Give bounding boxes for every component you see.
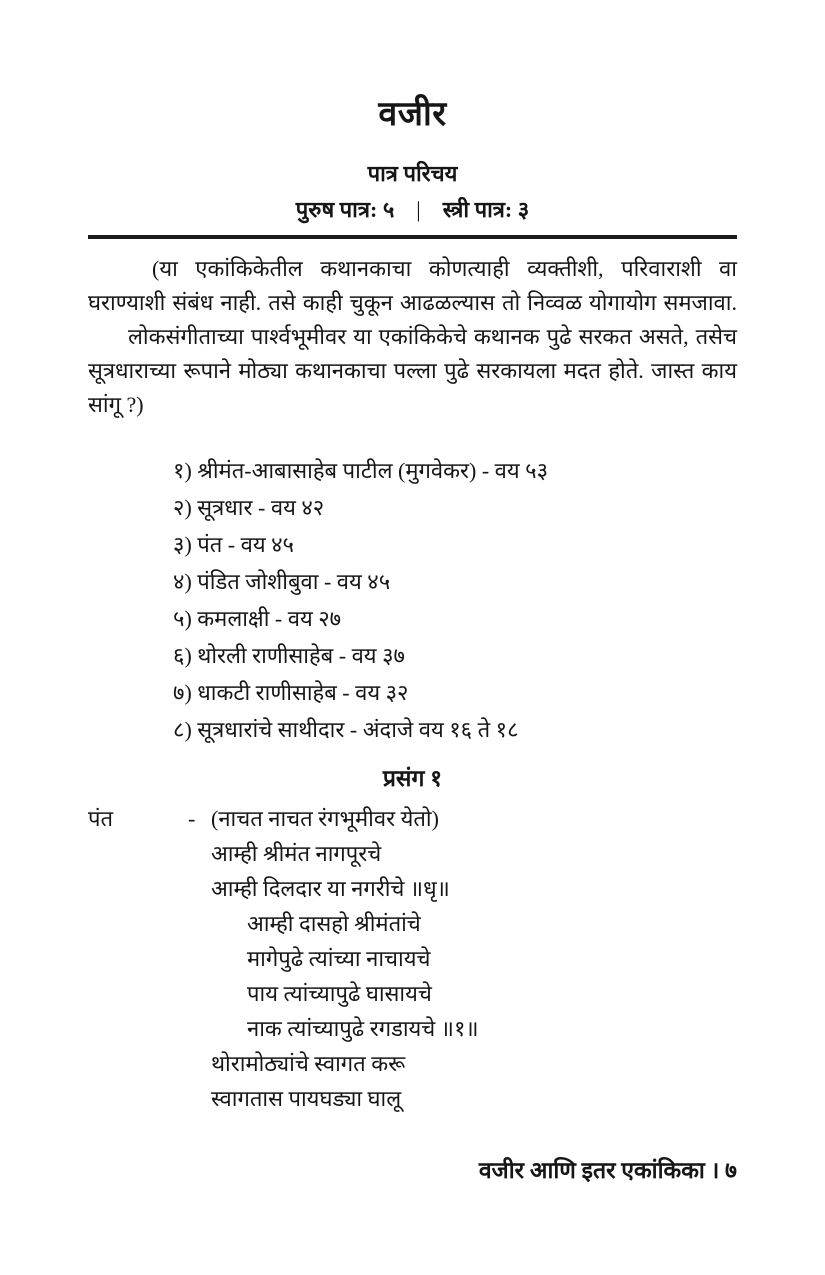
divider-rule: [88, 235, 737, 239]
song-line: नाक त्यांच्यापुढे रगडायचे ॥१॥: [247, 1016, 479, 1041]
page-footer: [479, 1156, 737, 1186]
song-lines: [211, 836, 737, 1116]
character-item: ७) धाकटी राणीसाहेब - वय ३२: [173, 680, 409, 705]
character-list: [88, 452, 737, 748]
note-line: सांगू ?): [88, 392, 144, 417]
song-line: आम्ही दासहो श्रीमंतांचे: [247, 911, 421, 936]
song-line: आम्ही दिलदार या नगरीचे ॥धृ॥: [211, 876, 450, 901]
footer-page-number: ७: [725, 1158, 737, 1183]
note-line: लोकसंगीताच्या पार्श्वभूमीवर या एकांकिकेचे कथानक पुढे सरकत असते, तसेच: [128, 324, 737, 349]
footer-book-title: वजीर आणि इतर एकांकिका: [478, 1158, 705, 1183]
scene-heading: प्रसंग १: [382, 766, 443, 791]
footer-separator: ।: [710, 1158, 720, 1183]
speaker-name: पंत: [88, 806, 114, 831]
song-line: आम्ही श्रीमंत नागपूरचे: [211, 841, 382, 866]
song-line: थोरामोठ्यांचे स्वागत करू: [211, 1051, 406, 1076]
note-line: (या एकांकिकेतील कथानकाचा कोणत्याही व्यक्तीशी, परिवाराशी वा: [152, 256, 737, 281]
character-item: ४) पंडित जोशीबुवा - वय ४५: [173, 569, 391, 594]
cast-counts: [88, 196, 737, 224]
character-item: ६) थोरली राणीसाहेब - वय ३७: [173, 643, 405, 668]
note-line: सूत्रधाराच्या रूपाने मोठ्या कथानकाचा पल्ला पुढे सरकायला मदत होते. जास्त काय: [88, 358, 737, 383]
character-item: ३) पंत - वय ४५: [173, 532, 295, 557]
character-item: १) श्रीमंत-आबासाहेब पाटील (मुगवेकर) - वय ५३: [173, 458, 549, 483]
cast-separator: |: [416, 197, 421, 222]
character-item: २) सूत्रधार - वय ४२: [173, 495, 325, 520]
character-item: ८) सूत्रधारांचे साथीदार - अंदाजे वय १६ ते १८: [173, 717, 519, 742]
page-title: वजीर: [378, 96, 447, 133]
song-line: पाय त्यांच्यापुढे घासायचे: [247, 981, 432, 1006]
dialogue-lines: [88, 801, 737, 1116]
character-item: ५) कमलाक्षी - वय २७: [173, 606, 342, 631]
dialogue-block: [88, 801, 737, 1116]
stage-direction: (नाचत नाचत रंगभूमीवर येतो): [211, 806, 439, 831]
speaker-dash: -: [188, 806, 196, 831]
song-line: स्वागतास पायघड्या घालू: [211, 1086, 402, 1111]
female-cast-count: स्त्री पात्र: ३: [442, 197, 530, 222]
male-cast-count: पुरुष पात्र: ५: [295, 197, 395, 222]
song-line: मागेपुढे त्यांच्या नाचायचे: [247, 946, 431, 971]
note-line: घराण्याशी संबंध नाही. तसे काही चुकून आढळल्यास तो निव्वळ योगायोग समजावा.: [88, 290, 737, 315]
cast-intro-heading: पात्र परिचय: [367, 161, 458, 186]
author-note: [88, 252, 737, 422]
